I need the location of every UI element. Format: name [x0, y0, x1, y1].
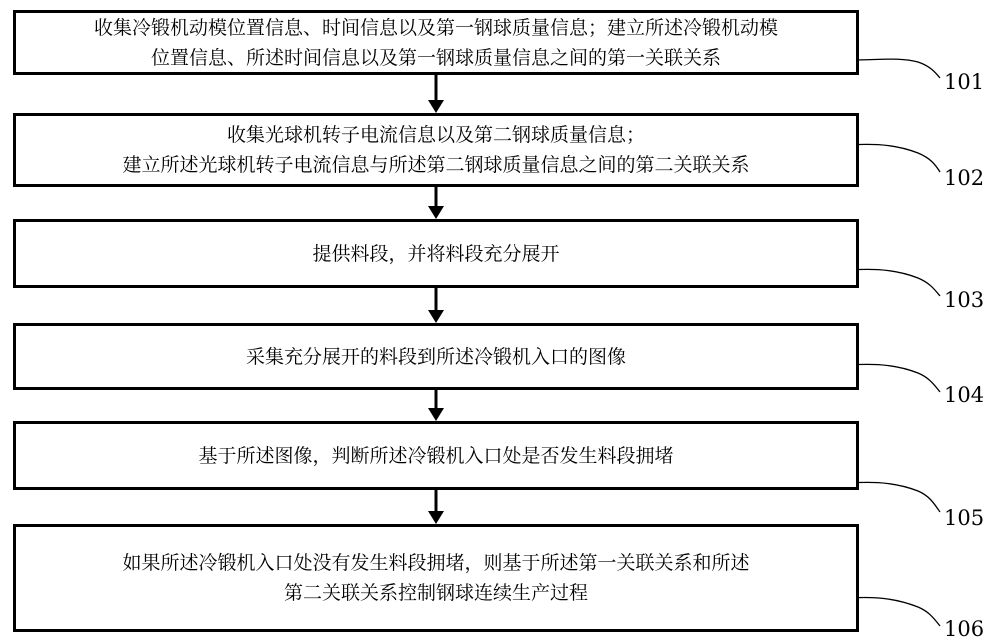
leader-line-102: [850, 144, 940, 172]
flow-arrowhead-101-102: [428, 100, 444, 113]
flow-arrowhead-102-103: [428, 206, 444, 219]
flow-arrowhead-104-105: [428, 408, 444, 421]
leader-line-105: [850, 482, 940, 512]
ref-label-102: 102: [944, 166, 985, 190]
step-106-line-1: 如果所述冷锻机入口处没有发生料段拥堵，则基于所述第一关联关系和所述: [122, 552, 750, 574]
leader-line-101: [850, 59, 940, 78]
step-101-line-2: 位置信息、所述时间信息以及第一钢球质量信息之间的第一关联关系: [150, 46, 721, 69]
step-box-105: [13, 421, 859, 490]
flow-arrowhead-105-106: [428, 511, 444, 524]
step-101-line-1: 收集冷锻机动模位置信息、时间信息以及第一钢球质量信息；建立所述冷锻机动模: [93, 16, 778, 39]
ref-label-105: 105: [944, 506, 985, 530]
flow-arrowhead-103-104: [428, 310, 444, 323]
step-box-104: [13, 323, 859, 390]
ref-label-101: 101: [944, 70, 985, 94]
step-106-line-2: 第二关联关系控制钢球连续生产过程: [283, 582, 588, 604]
step-box-103: [13, 219, 859, 288]
step-102-line-2: 建立所述光球机转子电流信息与所述第二钢球质量信息之间的第二关联关系: [122, 154, 750, 176]
step-box-106: [13, 524, 859, 632]
step-102-line-1: 收集光球机转子电流信息以及第二钢球质量信息；: [226, 124, 645, 146]
ref-label-104: 104: [944, 383, 985, 407]
ref-label-103: 103: [944, 288, 985, 312]
step-box-102: [13, 113, 859, 187]
step-104-line-1: 采集充分展开的料段到所述冷锻机入口的图像: [245, 345, 626, 368]
step-105-line-1: 基于所述图像，判断所述冷锻机入口处是否发生料段拥堵: [198, 444, 674, 467]
step-box-101: [13, 10, 859, 75]
leader-line-106: [850, 597, 940, 626]
leader-line-103: [850, 269, 940, 296]
step-103-line-1: 提供料段，并将料段充分展开: [312, 242, 560, 265]
ref-label-106: 106: [944, 617, 985, 641]
leader-line-104: [850, 364, 940, 392]
